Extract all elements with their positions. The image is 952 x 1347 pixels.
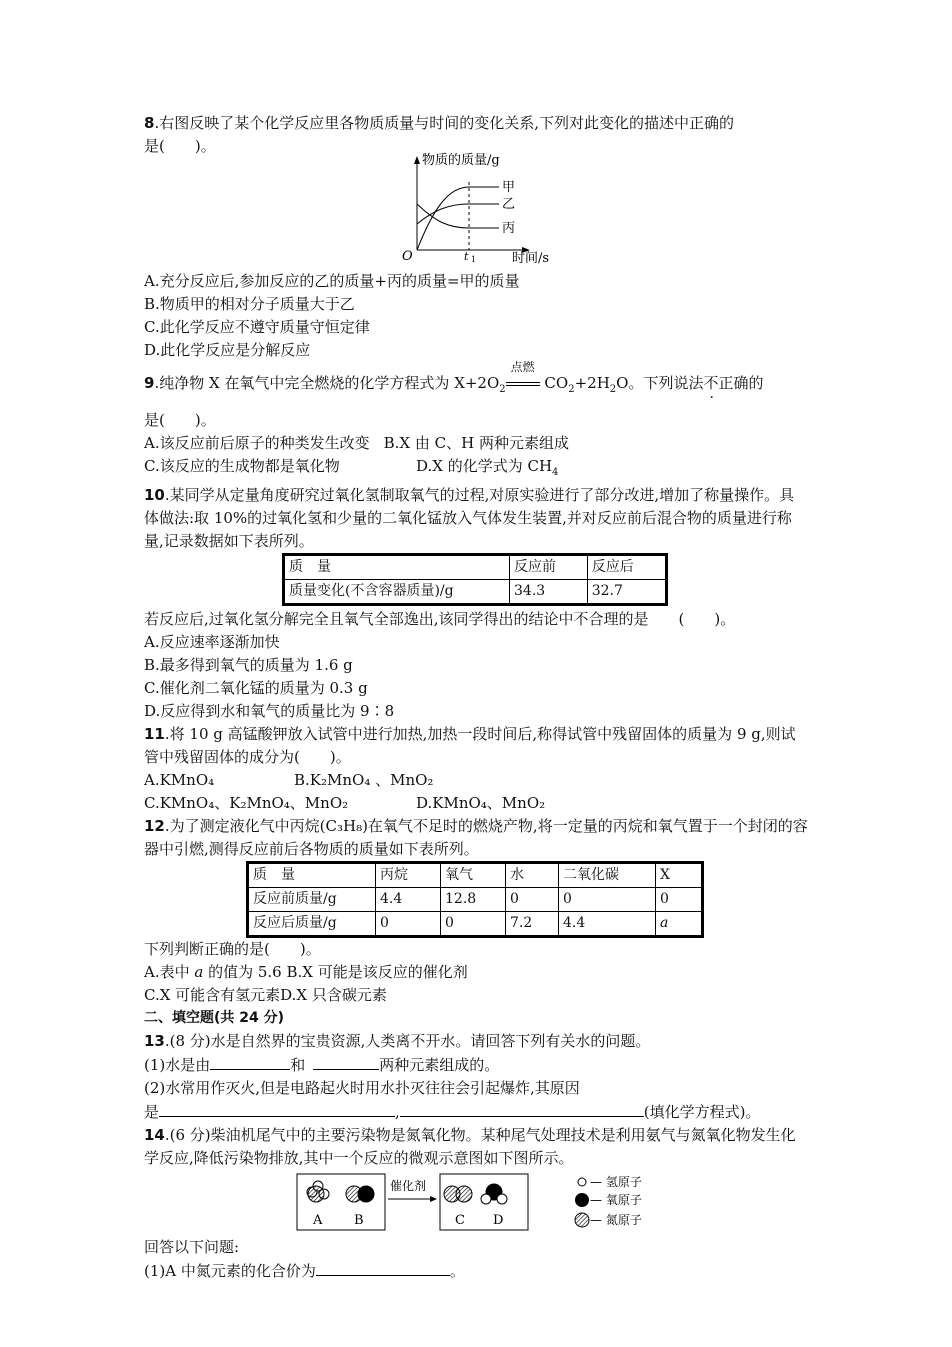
q10-option-a: A.反应速率逐渐加快 [144, 633, 280, 651]
table-row [284, 555, 667, 580]
q10-option-b: B.最多得到氧气的质量为 1.6 g [144, 656, 353, 674]
table-cell: 0 [376, 912, 441, 937]
q9-options-ab: A.该反应前后原子的种类发生改变 B.X 由 C、H 两种元素组成 [144, 434, 569, 452]
legend-oxygen: — 氧原子 [590, 1193, 642, 1207]
series-jia-line [417, 187, 499, 250]
table-cell: 32.7 [587, 580, 666, 605]
q12-table [246, 861, 704, 938]
reaction-arrowhead [430, 1196, 437, 1202]
legend-nitrogen: — 氮原子 [590, 1213, 642, 1227]
chart-ylabel: 物质的质量/g [422, 153, 500, 168]
q8-option-a: A.充分反应后,参加反应的乙的质量+丙的质量=甲的质量 [144, 272, 520, 290]
section-title: 二、填空题(共 24 分) [144, 1010, 285, 1026]
q8-stem-line1: 8.右图反映了某个化学反应里各物质质量与时间的变化关系,下列对此变化的描述中正确的 [144, 114, 734, 132]
answer-blank[interactable] [400, 1100, 644, 1117]
table-header: 水 [506, 863, 559, 888]
legend-hydrogen: — 氢原子 [590, 1175, 642, 1189]
series-label-jia: 甲 [502, 180, 516, 195]
chart-origin: O [402, 249, 413, 264]
table-cell: 质量变化(不含容器质量)/g [284, 580, 510, 605]
molecule-d [481, 1184, 507, 1204]
label-d: D [493, 1213, 504, 1228]
catalyst-label: 催化剂 [390, 1179, 427, 1193]
table-row [248, 912, 703, 937]
table-cell: 0 [506, 888, 559, 912]
legend-oxygen-icon [575, 1193, 589, 1207]
series-label-yi: 乙 [502, 197, 516, 212]
label-c: C [455, 1213, 465, 1228]
q8-chart [144, 153, 809, 270]
series-label-bing: 丙 [502, 221, 516, 236]
table-header: 氧气 [441, 863, 506, 888]
q13-stem: 13.(8 分)水是自然界的宝贵资源,人类离不开水。请回答下列有关水的问题。 [144, 1032, 651, 1050]
q10-option-c: C.催化剂二氧化锰的质量为 0.3 g [144, 679, 368, 697]
chart-t1-sub: 1 [471, 255, 477, 264]
q13-part2b: 是 , (填化学方程式)。 [144, 1100, 809, 1124]
table-header: 丙烷 [376, 863, 441, 888]
q14-answer-intro: 回答以下问题: [144, 1238, 240, 1256]
table-row [248, 888, 703, 912]
q9-stem-line1: 9.纯净物 X 在氧气中完全燃烧的化学方程式为 $X+2O_2$ 点燃 $CO_2+2H_2O$。下列说法不正确的 [144, 360, 764, 395]
q11-stem: 11.将 10 g 高锰酸钾放入试管中进行加热,加热一段时间后,称得试管中残留固体的质量为 9 g,则试管中残留固体的成分为( )。 [144, 725, 796, 766]
q10-stem: 10.某同学从定量角度研究过氧化氢制取氧气的过程,对原实验进行了部分改进,增加了称量操作。具体做法:取 10%的过氧化氢和少量的二氧化锰放入气体发生装置,并对反应前后混合物的质量进行称量,记录数据如下表所列。 [144, 486, 795, 550]
table-cell: 7.2 [506, 912, 559, 937]
q8-stem-line2: 是( )。 [144, 137, 216, 155]
q14-diagram-svg [296, 1172, 716, 1234]
answer-blank[interactable] [159, 1100, 395, 1117]
answer-blank[interactable] [313, 1053, 379, 1070]
legend-hydrogen-icon [578, 1178, 586, 1186]
table-header: 反应后 [587, 555, 666, 580]
label-a: A [313, 1213, 323, 1228]
table-header: 二氧化碳 [559, 863, 656, 888]
table-cell: 0 [656, 888, 703, 912]
table-header: X [656, 863, 703, 888]
y-axis-arrow [414, 156, 420, 164]
table-cell: 4.4 [376, 888, 441, 912]
table-row [284, 580, 667, 605]
table-row [248, 863, 703, 888]
q8-option-d: D.此化学反应是分解反应 [144, 341, 311, 359]
answer-blank[interactable] [316, 1259, 450, 1276]
table-cell: 反应后质量/g [248, 912, 376, 937]
molecule-c [444, 1186, 472, 1202]
q12-options-ab: A.表中 a 的值为 5.6 B.X 可能是该反应的催化剂 [144, 963, 468, 981]
table-cell: 0 [559, 888, 656, 912]
molecule-a [307, 1181, 329, 1202]
table-cell: 0 [441, 912, 506, 937]
q9-options-cd: C.该反应的生成物都是氧化物 D.X 的化学式为 $CH_4$ [144, 457, 559, 478]
condition-arrow: 点燃 [506, 372, 540, 395]
series-bing-line [417, 204, 499, 228]
q12-after: 下列判断正确的是( )。 [144, 940, 321, 958]
q8-chart-svg [394, 152, 794, 264]
table-header: 质 量 [284, 555, 510, 580]
chart-t1: t [464, 250, 469, 263]
q12-stem: 12.为了测定液化气中丙烷(C₃H₈)在氧气不足时的燃烧产物,将一定量的丙烷和氧气置于一个封闭的容器中引燃,测得反应前后各物质的质量如下表所列。 [144, 817, 808, 858]
table-cell: 12.8 [441, 888, 506, 912]
table-header: 反应前 [510, 555, 588, 580]
q8-option-b: B.物质甲的相对分子质量大于乙 [144, 295, 355, 313]
table-cell: 4.4 [559, 912, 656, 937]
table-cell: a [656, 912, 703, 937]
q9-stem-line2: 是( )。 [144, 411, 216, 429]
q14-part1: (1)A 中氮元素的化合价为 。 [144, 1259, 809, 1283]
q11-options-ab: A.KMnO₄ B.K₂MnO₄ 、MnO₂ [144, 771, 434, 789]
q11-options-cd: C.KMnO₄、K₂MnO₄、MnO₂ D.KMnO₄、MnO₂ [144, 794, 546, 812]
q13-part1: (1)水是由 和 两种元素组成的。 [144, 1053, 809, 1077]
legend-nitrogen-icon [575, 1213, 589, 1227]
q14-diagram [144, 1172, 809, 1234]
molecule-b [346, 1186, 374, 1202]
q10-table [282, 553, 668, 606]
table-cell: 34.3 [510, 580, 588, 605]
q10-option-d: D.反应得到水和氧气的质量比为 9∶8 [144, 702, 395, 720]
q14-stem: 14.(6 分)柴油机尾气中的主要污染物是氮氧化物。某种尾气处理技术是利用氨气与氮氧化物发生化学反应,降低污染物排放,其中一个反应的微观示意图如下图所示。 [144, 1126, 796, 1167]
legend [575, 1175, 642, 1227]
document-page [144, 112, 809, 1283]
label-b: B [354, 1213, 364, 1228]
q12-options-cd: C.X 可能含有氢元素D.X 只含碳元素 [144, 986, 387, 1004]
emphasis-not: 不 [703, 374, 719, 392]
reactant-box [297, 1174, 385, 1230]
q10-after: 若反应后,过氧化氢分解完全且氧气全部逸出,该同学得出的结论中不合理的是 ( )。 [144, 610, 736, 628]
table-cell: 反应前质量/g [248, 888, 376, 912]
q8-option-c: C.此化学反应不遵守质量守恒定律 [144, 318, 370, 336]
q13-part2: (2)水常用作灭火,但是电路起火时用水扑灭往往会引起爆炸,其原因 [144, 1079, 580, 1097]
answer-blank[interactable] [210, 1053, 290, 1070]
table-header: 质 量 [248, 863, 376, 888]
chart-xlabel: 时间/s [512, 251, 550, 264]
